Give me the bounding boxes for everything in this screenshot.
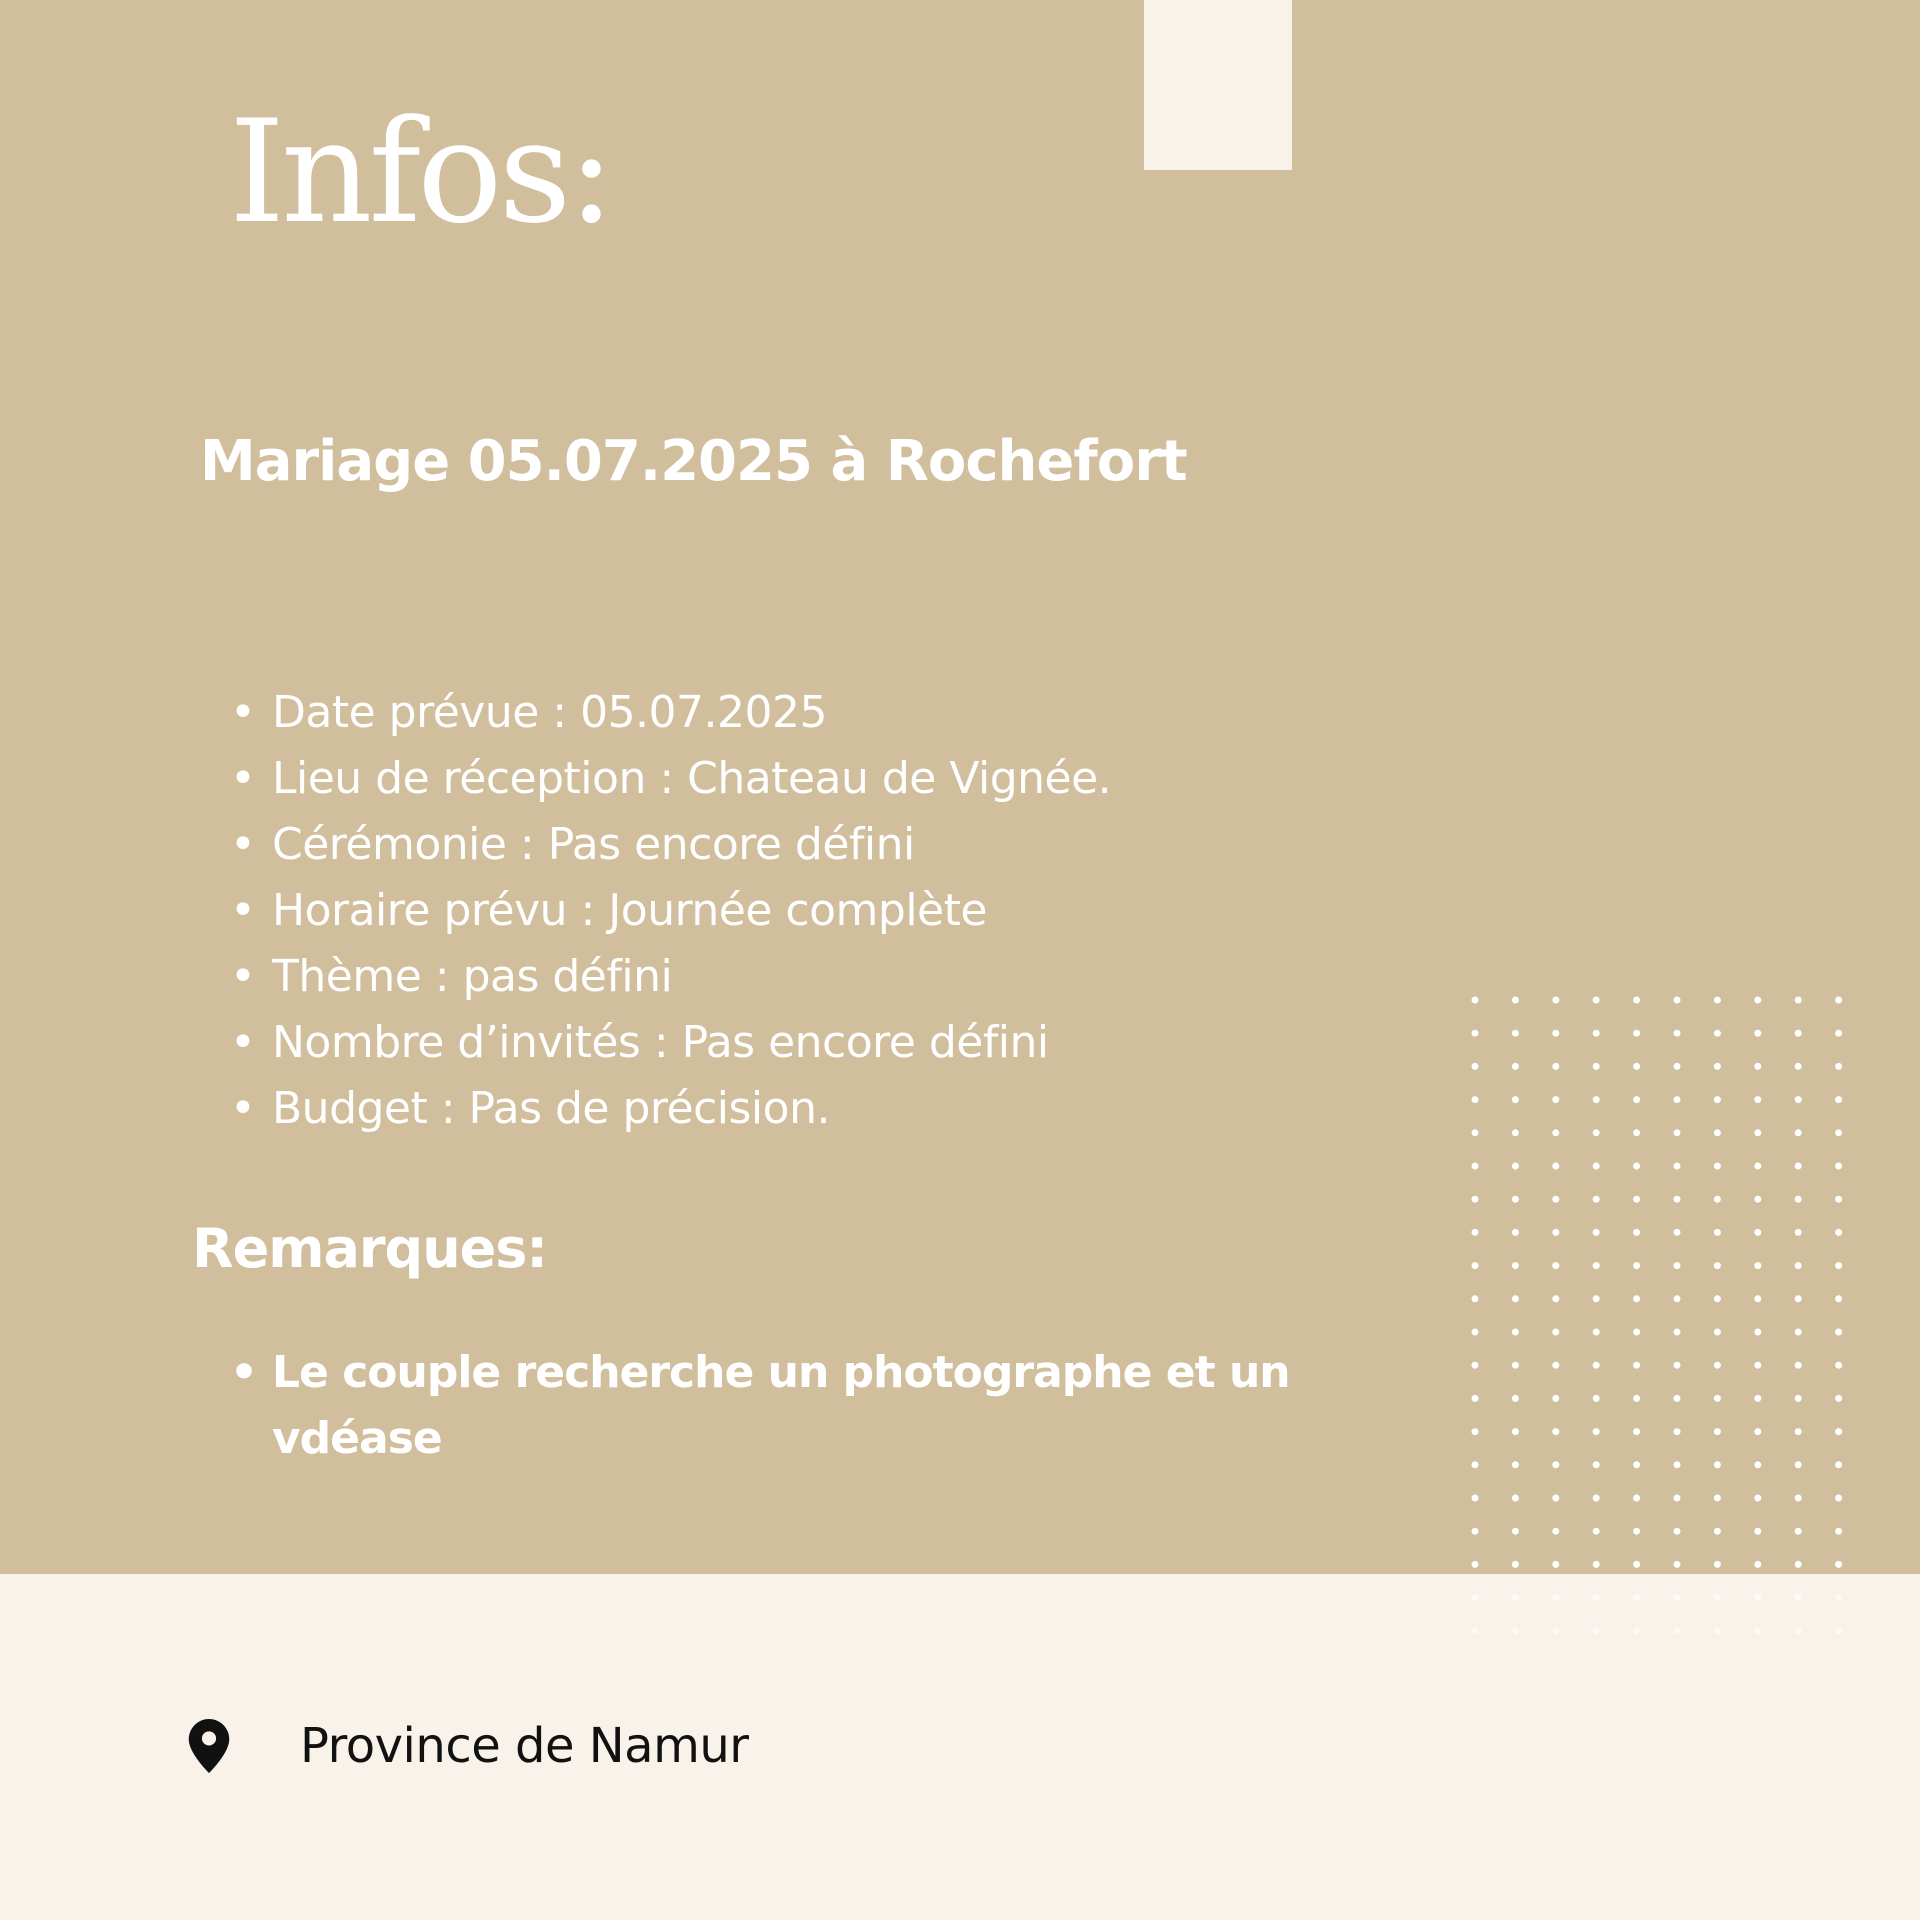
pattern-dot: [1472, 1196, 1479, 1203]
pattern-dot: [1512, 1428, 1519, 1435]
pattern-dot: [1552, 1395, 1559, 1402]
map-pin-icon: [188, 1719, 230, 1773]
list-item: [230, 812, 1372, 878]
pattern-dot: [1633, 1295, 1640, 1302]
pattern-dot: [1552, 1030, 1559, 1037]
pattern-dot: [1795, 1528, 1802, 1535]
pattern-dot: [1714, 1362, 1721, 1369]
pattern-dot: [1754, 1063, 1761, 1070]
pattern-dot: [1512, 1063, 1519, 1070]
pattern-dot: [1593, 997, 1600, 1004]
pattern-dot: [1472, 1063, 1479, 1070]
pattern-dot: [1754, 1295, 1761, 1302]
pattern-dot: [1512, 1495, 1519, 1502]
pattern-dot: [1714, 1528, 1721, 1535]
pattern-dot: [1714, 1030, 1721, 1037]
pattern-dot: [1633, 997, 1640, 1004]
event-subtitle: Mariage 05.07.2025 à Rochefort: [200, 429, 1187, 494]
pattern-dot: [1633, 1561, 1640, 1568]
pattern-dot: [1795, 1163, 1802, 1170]
pattern-dot: [1714, 1561, 1721, 1568]
list-item: [230, 1076, 1372, 1142]
pattern-dot: [1754, 1362, 1761, 1369]
pattern-dot: [1754, 1196, 1761, 1203]
pattern-dot: [1552, 1528, 1559, 1535]
pattern-dot: [1472, 1362, 1479, 1369]
pattern-dot: [1714, 1295, 1721, 1302]
remark-item: [230, 1340, 1352, 1472]
pattern-dot: [1714, 1129, 1721, 1136]
pattern-dot: [1512, 1262, 1519, 1269]
pattern-dot: [1714, 1395, 1721, 1402]
pattern-dot: [1593, 1329, 1600, 1336]
accent-rectangle: [1144, 0, 1292, 170]
pattern-dot: [1674, 1594, 1681, 1601]
remark-text: Le couple recherche un photographe et un vdéase: [272, 1347, 1290, 1464]
pattern-dot: [1754, 1329, 1761, 1336]
pattern-dot: [1593, 1495, 1600, 1502]
pattern-dot: [1552, 1063, 1559, 1070]
pattern-dot: [1674, 1163, 1681, 1170]
pattern-dot: [1552, 997, 1559, 1004]
pattern-dot: [1512, 1594, 1519, 1601]
pattern-dot: [1795, 1063, 1802, 1070]
pattern-dot: [1795, 1594, 1802, 1601]
pattern-dot: [1754, 997, 1761, 1004]
pattern-dot: [1472, 1295, 1479, 1302]
pattern-dot: [1754, 1129, 1761, 1136]
pattern-dot: [1633, 1461, 1640, 1468]
pattern-dot: [1512, 1395, 1519, 1402]
pattern-dot: [1593, 1395, 1600, 1402]
pattern-dot: [1714, 1428, 1721, 1435]
pattern-dot: [1552, 1295, 1559, 1302]
pattern-dot: [1593, 1627, 1600, 1634]
pattern-dot: [1552, 1096, 1559, 1103]
info-list: [230, 680, 1372, 1142]
pattern-dot: [1633, 1096, 1640, 1103]
pattern-dot: [1633, 1329, 1640, 1336]
bullet: •: [230, 951, 256, 1002]
pattern-dot: [1835, 1129, 1842, 1136]
info-item-text: Nombre d’invités : Pas encore défini: [272, 1017, 1049, 1068]
pattern-dot: [1835, 1362, 1842, 1369]
pattern-dot: [1633, 1229, 1640, 1236]
bullet: •: [230, 885, 256, 936]
pattern-dot: [1674, 1428, 1681, 1435]
pattern-dot: [1512, 1096, 1519, 1103]
pattern-dot: [1714, 1096, 1721, 1103]
pattern-dot: [1835, 997, 1842, 1004]
pattern-dot: [1633, 1030, 1640, 1037]
pattern-dot: [1633, 1362, 1640, 1369]
pattern-dot: [1714, 1196, 1721, 1203]
pattern-dot: [1835, 1262, 1842, 1269]
pattern-dot: [1835, 1461, 1842, 1468]
pattern-dot: [1714, 1229, 1721, 1236]
pattern-dot: [1593, 1461, 1600, 1468]
pattern-dot: [1552, 1561, 1559, 1568]
pattern-dot: [1633, 1196, 1640, 1203]
pattern-dot: [1754, 1229, 1761, 1236]
pattern-dot: [1714, 1495, 1721, 1502]
pattern-dot: [1512, 1229, 1519, 1236]
pattern-dot: [1835, 1063, 1842, 1070]
pattern-dot: [1512, 1461, 1519, 1468]
info-item-text: Thème : pas défini: [272, 951, 673, 1002]
pattern-dot: [1674, 1063, 1681, 1070]
pattern-dot: [1633, 1262, 1640, 1269]
pattern-dot: [1552, 1428, 1559, 1435]
pattern-dot: [1795, 1395, 1802, 1402]
pattern-dot: [1593, 1163, 1600, 1170]
list-item: [230, 878, 1372, 944]
pattern-dot: [1633, 1528, 1640, 1535]
pattern-dot: [1754, 1163, 1761, 1170]
pattern-dot: [1754, 1461, 1761, 1468]
pattern-dot: [1472, 1528, 1479, 1535]
pattern-dot: [1835, 1594, 1842, 1601]
info-item-text: Cérémonie : Pas encore défini: [272, 819, 915, 870]
pattern-dot: [1633, 1063, 1640, 1070]
info-item-text: Budget : Pas de précision.: [272, 1083, 830, 1134]
pattern-dot: [1835, 1395, 1842, 1402]
pattern-dot: [1674, 1229, 1681, 1236]
pattern-dot: [1552, 1229, 1559, 1236]
pattern-dot: [1714, 1262, 1721, 1269]
pattern-dot: [1593, 1295, 1600, 1302]
pattern-dot: [1795, 1129, 1802, 1136]
pattern-dot: [1552, 1129, 1559, 1136]
pattern-dot: [1754, 1096, 1761, 1103]
pattern-dot: [1714, 1594, 1721, 1601]
bullet: •: [230, 1347, 258, 1398]
pattern-dot: [1472, 1030, 1479, 1037]
pattern-dot: [1674, 1495, 1681, 1502]
pattern-dot: [1472, 1262, 1479, 1269]
pattern-dot: [1674, 1329, 1681, 1336]
pattern-dot: [1593, 1129, 1600, 1136]
pattern-dot: [1633, 1129, 1640, 1136]
pattern-dot: [1593, 1528, 1600, 1535]
pattern-dot: [1472, 1395, 1479, 1402]
pattern-dot: [1754, 1395, 1761, 1402]
pattern-dot: [1835, 1295, 1842, 1302]
pattern-dot: [1512, 1528, 1519, 1535]
pattern-dot: [1674, 1196, 1681, 1203]
pattern-dot: [1795, 1329, 1802, 1336]
pattern-dot: [1835, 1528, 1842, 1535]
pattern-dot: [1754, 1561, 1761, 1568]
pattern-dot: [1754, 1594, 1761, 1601]
pattern-dot: [1593, 1362, 1600, 1369]
pattern-dot: [1674, 1030, 1681, 1037]
pattern-dot: [1512, 1362, 1519, 1369]
pattern-dot: [1472, 1561, 1479, 1568]
pattern-dot: [1552, 1627, 1559, 1634]
pattern-dot: [1674, 1096, 1681, 1103]
pattern-dot: [1795, 1262, 1802, 1269]
pattern-dot: [1835, 1030, 1842, 1037]
pattern-dot: [1593, 1063, 1600, 1070]
pattern-dot: [1593, 1561, 1600, 1568]
pattern-dot: [1754, 1428, 1761, 1435]
pattern-dot: [1795, 1627, 1802, 1634]
pattern-dot: [1552, 1362, 1559, 1369]
pattern-dot: [1472, 1163, 1479, 1170]
pattern-dot: [1633, 1395, 1640, 1402]
pattern-dot: [1674, 997, 1681, 1004]
pattern-dot: [1835, 1627, 1842, 1634]
pattern-dot: [1593, 1030, 1600, 1037]
pattern-dot: [1512, 1030, 1519, 1037]
pattern-dot: [1835, 1561, 1842, 1568]
pattern-dot: [1754, 1030, 1761, 1037]
pattern-dot: [1552, 1196, 1559, 1203]
pattern-dot: [1512, 1627, 1519, 1634]
pattern-dot: [1835, 1428, 1842, 1435]
bullet: •: [230, 819, 256, 870]
pattern-dot: [1835, 1329, 1842, 1336]
pattern-dot: [1633, 1495, 1640, 1502]
pattern-dot: [1674, 1528, 1681, 1535]
pattern-dot: [1674, 1395, 1681, 1402]
pattern-dot: [1714, 1329, 1721, 1336]
info-item-text: Horaire prévu : Journée complète: [272, 885, 987, 936]
pattern-dot: [1674, 1461, 1681, 1468]
pattern-dot: [1633, 1627, 1640, 1634]
pattern-dot: [1593, 1594, 1600, 1601]
pattern-dot: [1754, 1528, 1761, 1535]
pattern-dot: [1472, 1129, 1479, 1136]
pattern-dot: [1552, 1594, 1559, 1601]
pattern-dot: [1754, 1495, 1761, 1502]
location: [188, 1718, 748, 1774]
pattern-dot: [1795, 1229, 1802, 1236]
info-item-text: Date prévue : 05.07.2025: [272, 687, 827, 738]
pattern-dot: [1714, 1063, 1721, 1070]
pattern-dot: [1795, 1030, 1802, 1037]
pattern-dot: [1795, 1096, 1802, 1103]
pattern-dot: [1754, 1262, 1761, 1269]
pattern-dot: [1754, 1627, 1761, 1634]
pattern-dot: [1674, 1627, 1681, 1634]
pattern-dot: [1593, 1428, 1600, 1435]
pattern-dot: [1674, 1561, 1681, 1568]
pattern-dot: [1674, 1362, 1681, 1369]
pattern-dot: [1593, 1262, 1600, 1269]
location-text: Province de Namur: [300, 1718, 749, 1774]
pattern-dot: [1795, 1495, 1802, 1502]
pattern-dot: [1472, 1096, 1479, 1103]
pattern-dot: [1795, 1561, 1802, 1568]
pattern-dot: [1674, 1129, 1681, 1136]
pattern-dot: [1593, 1096, 1600, 1103]
pattern-dot: [1674, 1262, 1681, 1269]
pattern-dot: [1835, 1495, 1842, 1502]
pattern-dot: [1472, 1229, 1479, 1236]
pattern-dot: [1795, 1362, 1802, 1369]
pattern-dot: [1512, 1129, 1519, 1136]
pattern-dot: [1472, 1461, 1479, 1468]
pattern-dot: [1835, 1096, 1842, 1103]
pattern-dot: [1633, 1594, 1640, 1601]
pattern-dot: [1795, 1295, 1802, 1302]
pattern-dot: [1633, 1428, 1640, 1435]
pattern-dot: [1552, 1163, 1559, 1170]
pattern-dot: [1795, 997, 1802, 1004]
list-item: [230, 1010, 1372, 1076]
pattern-dot: [1552, 1329, 1559, 1336]
pattern-dot: [1472, 1428, 1479, 1435]
pattern-dot: [1552, 1495, 1559, 1502]
bullet: •: [230, 687, 256, 738]
pattern-dot: [1593, 1229, 1600, 1236]
pattern-dot: [1633, 1163, 1640, 1170]
list-item: [230, 746, 1372, 812]
pattern-dot: [1835, 1163, 1842, 1170]
dot-pattern: [1465, 990, 1845, 1650]
pattern-dot: [1472, 1594, 1479, 1601]
remarks-list: [230, 1340, 1352, 1472]
pattern-dot: [1674, 1295, 1681, 1302]
pattern-dot: [1795, 1196, 1802, 1203]
pattern-dot: [1512, 997, 1519, 1004]
pattern-dot: [1472, 997, 1479, 1004]
list-item: [230, 680, 1372, 746]
pattern-dot: [1512, 1163, 1519, 1170]
pattern-dot: [1835, 1229, 1842, 1236]
bullet: •: [230, 1083, 256, 1134]
pattern-dot: [1795, 1428, 1802, 1435]
pattern-dot: [1714, 1627, 1721, 1634]
pattern-dot: [1714, 1163, 1721, 1170]
pattern-dot: [1714, 1461, 1721, 1468]
pattern-dot: [1835, 1196, 1842, 1203]
pattern-dot: [1512, 1196, 1519, 1203]
list-item: [230, 944, 1372, 1010]
bullet: •: [230, 1017, 256, 1068]
pattern-dot: [1512, 1329, 1519, 1336]
pattern-dot: [1795, 1461, 1802, 1468]
info-item-text: Lieu de réception : Chateau de Vignée.: [272, 753, 1112, 804]
pattern-dot: [1714, 997, 1721, 1004]
pattern-dot: [1512, 1561, 1519, 1568]
remarks-heading: Remarques:: [192, 1217, 548, 1280]
pattern-dot: [1472, 1627, 1479, 1634]
pattern-dot: [1512, 1295, 1519, 1302]
page-title: Infos:: [229, 90, 612, 255]
pattern-dot: [1472, 1329, 1479, 1336]
pattern-dot: [1593, 1196, 1600, 1203]
bullet: •: [230, 753, 256, 804]
pattern-dot: [1552, 1262, 1559, 1269]
pattern-dot: [1552, 1461, 1559, 1468]
pattern-dot: [1472, 1495, 1479, 1502]
